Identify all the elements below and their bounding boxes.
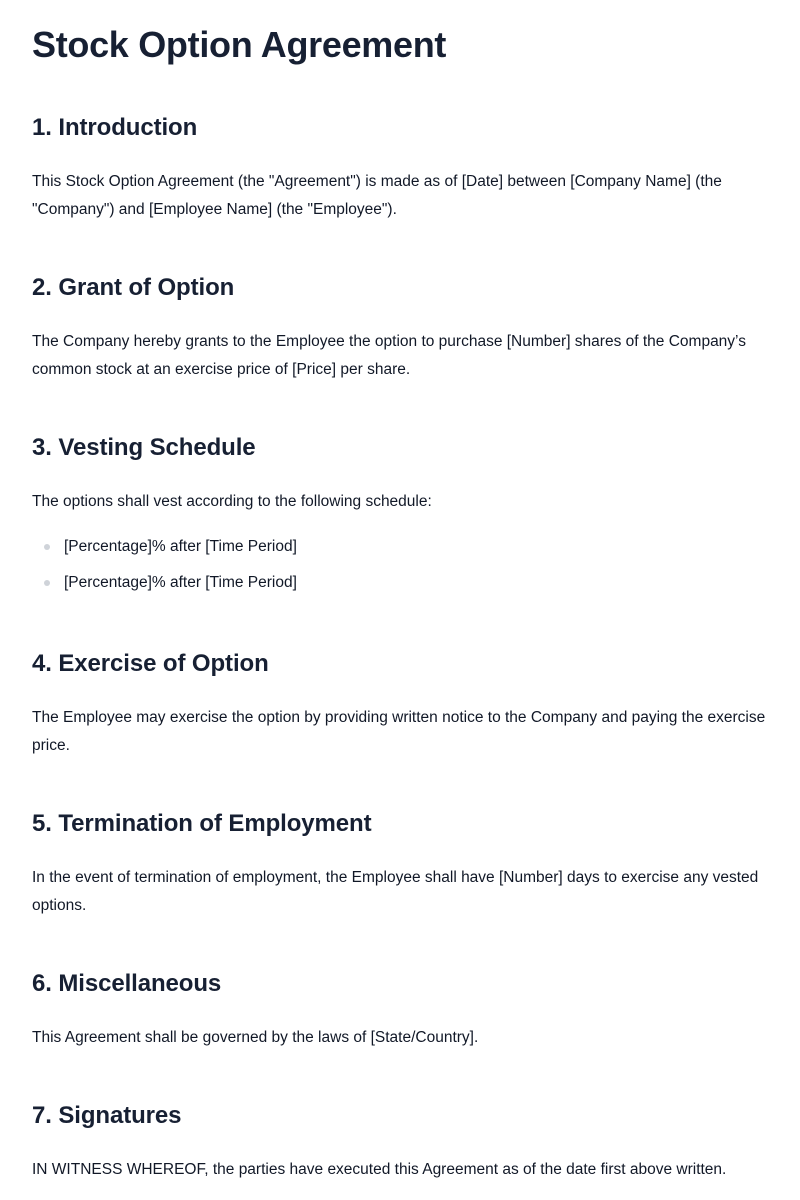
- section-paragraph: IN WITNESS WHEREOF, the parties have executed this Agreement as of the date first above written.: [32, 1161, 727, 1178]
- vesting-list: [32, 534, 768, 596]
- bullet-icon: [44, 580, 50, 586]
- list-item-text: [Percentage]% after [Time Period]: [64, 574, 297, 591]
- list-item: [32, 534, 768, 560]
- section-heading: 7. Signatures: [32, 1102, 182, 1129]
- list-item: [32, 570, 768, 596]
- section-paragraph: The Employee may exercise the option by providing written notice to the Company and paying the exercise price.: [32, 709, 766, 754]
- section-vesting-schedule: [32, 432, 768, 606]
- section-miscellaneous: [32, 968, 768, 1052]
- section-heading: 2. Grant of Option: [32, 274, 235, 301]
- section-signatures: [32, 1100, 768, 1184]
- section-paragraph: The Company hereby grants to the Employee the option to purchase [Number] shares of the Company’s common stock at an exercise price of [Price] per share.: [32, 333, 746, 378]
- section-heading: 1. Introduction: [32, 114, 198, 141]
- list-item-text: [Percentage]% after [Time Period]: [64, 538, 297, 555]
- section-paragraph: In the event of termination of employment, the Employee shall have [Number] days to exercise any vested options.: [32, 869, 759, 914]
- section-heading: 3. Vesting Schedule: [32, 434, 256, 461]
- section-paragraph: The options shall vest according to the following schedule:: [32, 493, 432, 510]
- section-heading: 4. Exercise of Option: [32, 650, 269, 677]
- document-title: Stock Option Agreement: [32, 24, 447, 65]
- bullet-icon: [44, 544, 50, 550]
- section-grant-of-option: [32, 272, 768, 384]
- section-exercise-of-option: [32, 648, 768, 760]
- section-heading: 5. Termination of Employment: [32, 810, 372, 837]
- section-heading: 6. Miscellaneous: [32, 970, 222, 997]
- section-termination-of-employment: [32, 808, 768, 920]
- section-paragraph: This Agreement shall be governed by the laws of [State/Country].: [32, 1029, 479, 1046]
- section-introduction: [32, 112, 768, 224]
- section-paragraph: This Stock Option Agreement (the "Agreement") is made as of [Date] between [Company Name] (the "Company") and [Employee Name] (the "Employee").: [32, 173, 722, 218]
